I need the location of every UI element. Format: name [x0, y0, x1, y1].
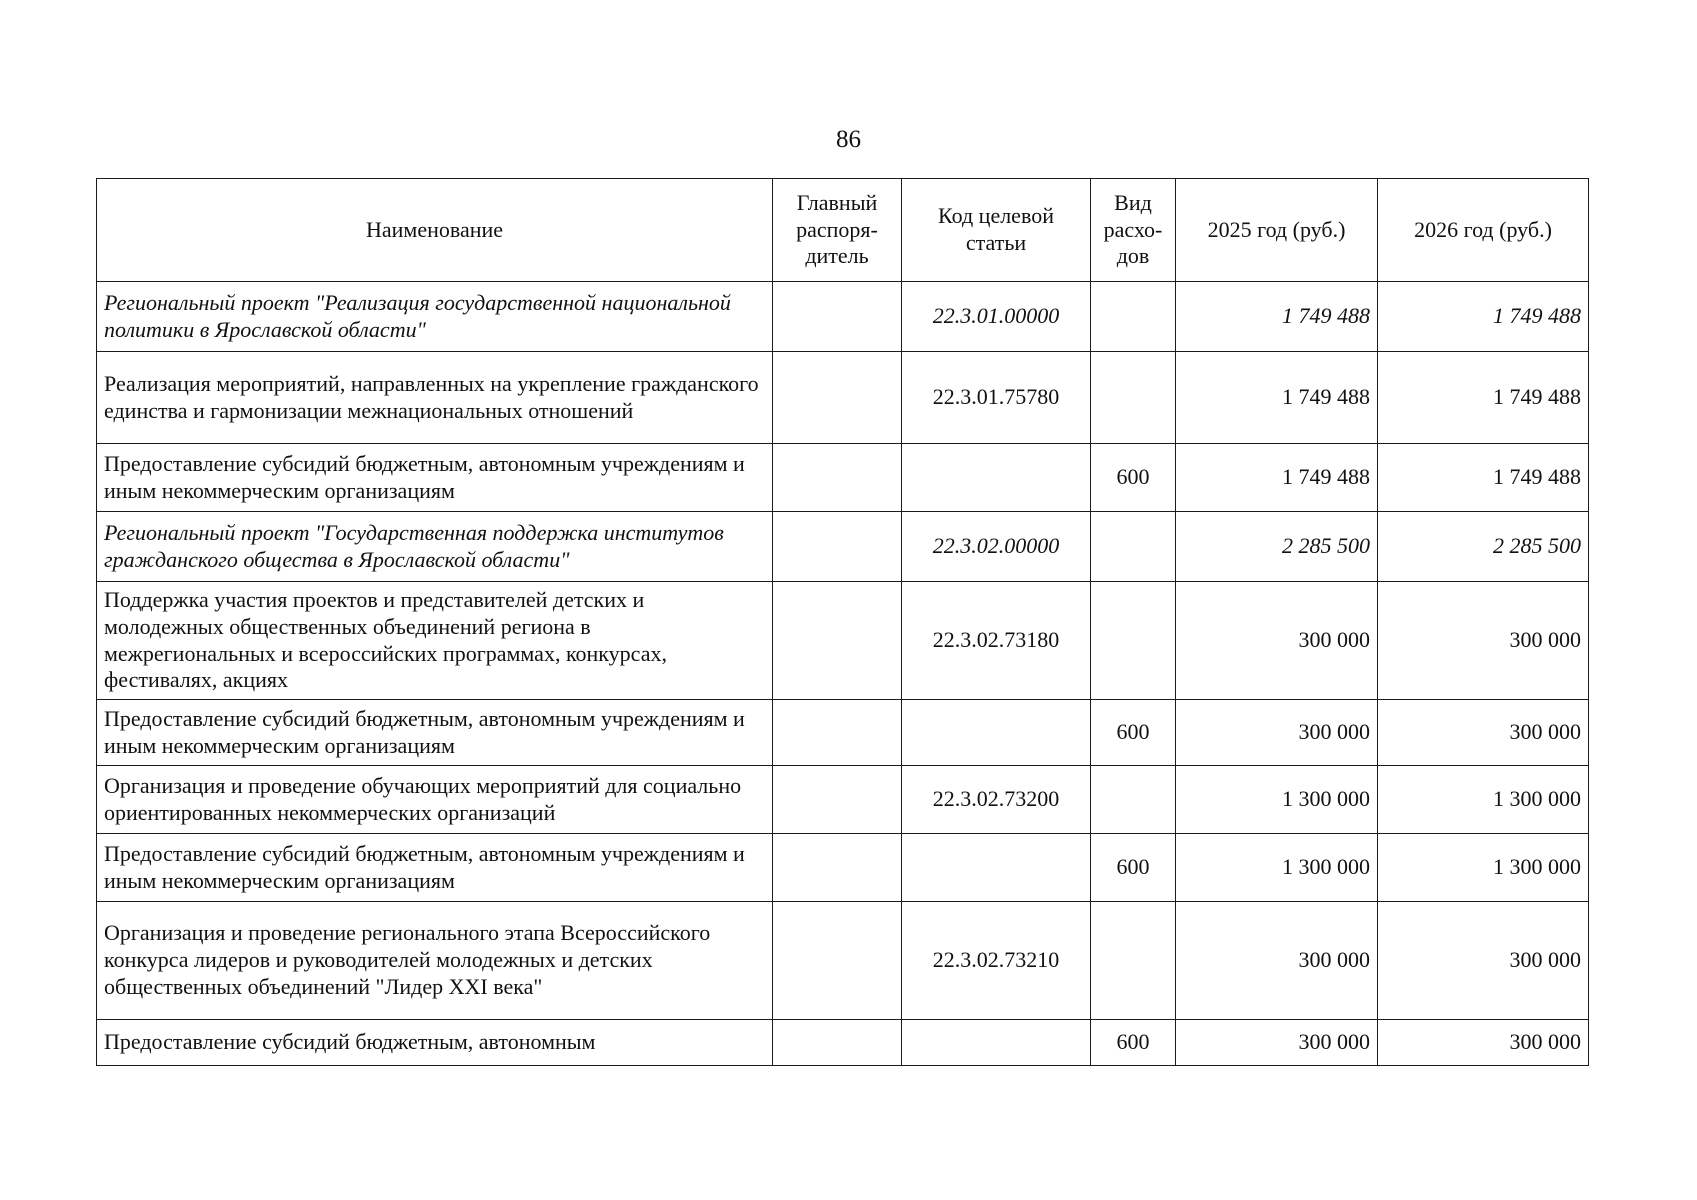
- cell-name: Реализация мероприятий, направленных на укрепление гражданского единства и гармонизации межнациональных отношений: [97, 352, 773, 444]
- cell-2026: 300 000: [1378, 1020, 1589, 1066]
- table-row: [97, 902, 1589, 1020]
- table-row: [97, 444, 1589, 512]
- cell-code: 22.3.02.73200: [902, 766, 1091, 834]
- cell-type: [1091, 766, 1176, 834]
- cell-2025: 300 000: [1176, 902, 1378, 1020]
- cell-type: 600: [1091, 834, 1176, 902]
- cell-name: Организация и проведение обучающих мероприятий для социально ориентированных некоммерческих организаций: [97, 766, 773, 834]
- table-body: [97, 282, 1589, 1066]
- cell-name: Предоставление субсидий бюджетным, автономным учреждениям и иным некоммерческим организациям: [97, 700, 773, 766]
- table-row: [97, 282, 1589, 352]
- cell-code: 22.3.01.00000: [902, 282, 1091, 352]
- cell-admin: [773, 834, 902, 902]
- cell-admin: [773, 444, 902, 512]
- header-2026: 2026 год (руб.): [1378, 179, 1589, 282]
- cell-2025: 1 749 488: [1176, 352, 1378, 444]
- cell-type: [1091, 902, 1176, 1020]
- cell-type: 600: [1091, 444, 1176, 512]
- cell-admin: [773, 902, 902, 1020]
- header-admin: Главный распоря-дитель: [773, 179, 902, 282]
- cell-type: 600: [1091, 700, 1176, 766]
- cell-name: Предоставление субсидий бюджетным, автономным учреждениям и иным некоммерческим организациям: [97, 444, 773, 512]
- cell-2025: 300 000: [1176, 700, 1378, 766]
- table-row: [97, 582, 1589, 700]
- table-row: [97, 1020, 1589, 1066]
- cell-2026: 2 285 500: [1378, 512, 1589, 582]
- table-row: [97, 834, 1589, 902]
- cell-name: Региональный проект "Государственная поддержка институтов гражданского общества в Ярославской области": [97, 512, 773, 582]
- cell-code: [902, 700, 1091, 766]
- cell-name: Организация и проведение регионального этапа Всероссийского конкурса лидеров и руководителей молодежных и детских общественных объединений "Лидер XXI века": [97, 902, 773, 1020]
- page-number: 86: [836, 126, 861, 153]
- cell-2026: 1 749 488: [1378, 282, 1589, 352]
- cell-code: [902, 444, 1091, 512]
- cell-2026: 1 749 488: [1378, 352, 1589, 444]
- table-row: [97, 766, 1589, 834]
- cell-admin: [773, 582, 902, 700]
- cell-type: [1091, 282, 1176, 352]
- cell-2025: 1 749 488: [1176, 444, 1378, 512]
- cell-code: 22.3.01.75780: [902, 352, 1091, 444]
- table-row: [97, 352, 1589, 444]
- cell-2025: 300 000: [1176, 582, 1378, 700]
- cell-type: 600: [1091, 1020, 1176, 1066]
- cell-name: Региональный проект "Реализация государственной национальной политики в Ярославской области": [97, 282, 773, 352]
- header-type: Вид расхо-дов: [1091, 179, 1176, 282]
- cell-code: [902, 834, 1091, 902]
- header-code: Код целевой статьи: [902, 179, 1091, 282]
- cell-code: 22.3.02.73210: [902, 902, 1091, 1020]
- cell-2026: 1 300 000: [1378, 834, 1589, 902]
- cell-2026: 1 749 488: [1378, 444, 1589, 512]
- cell-type: [1091, 512, 1176, 582]
- cell-admin: [773, 282, 902, 352]
- cell-code: 22.3.02.73180: [902, 582, 1091, 700]
- cell-2025: 2 285 500: [1176, 512, 1378, 582]
- cell-admin: [773, 700, 902, 766]
- cell-2025: 1 300 000: [1176, 766, 1378, 834]
- cell-name: Предоставление субсидий бюджетным, автономным учреждениям и иным некоммерческим организациям: [97, 834, 773, 902]
- cell-2025: 1 749 488: [1176, 282, 1378, 352]
- header-name: Наименование: [97, 179, 773, 282]
- header-2025: 2025 год (руб.): [1176, 179, 1378, 282]
- table-row: [97, 700, 1589, 766]
- cell-2026: 300 000: [1378, 582, 1589, 700]
- cell-name: Предоставление субсидий бюджетным, автономным: [97, 1020, 773, 1066]
- table-header-row: [97, 179, 1589, 282]
- cell-type: [1091, 352, 1176, 444]
- cell-2026: 300 000: [1378, 902, 1589, 1020]
- budget-table: [96, 178, 1589, 1066]
- cell-name: Поддержка участия проектов и представителей детских и молодежных общественных объединений региона в межрегиональных и всероссийских программах, конкурсах, фестивалях, акциях: [97, 582, 773, 700]
- cell-code: [902, 1020, 1091, 1066]
- cell-admin: [773, 1020, 902, 1066]
- cell-admin: [773, 766, 902, 834]
- cell-type: [1091, 582, 1176, 700]
- cell-2025: 300 000: [1176, 1020, 1378, 1066]
- cell-admin: [773, 512, 902, 582]
- cell-admin: [773, 352, 902, 444]
- cell-code: 22.3.02.00000: [902, 512, 1091, 582]
- cell-2026: 1 300 000: [1378, 766, 1589, 834]
- cell-2025: 1 300 000: [1176, 834, 1378, 902]
- table-row: [97, 512, 1589, 582]
- cell-2026: 300 000: [1378, 700, 1589, 766]
